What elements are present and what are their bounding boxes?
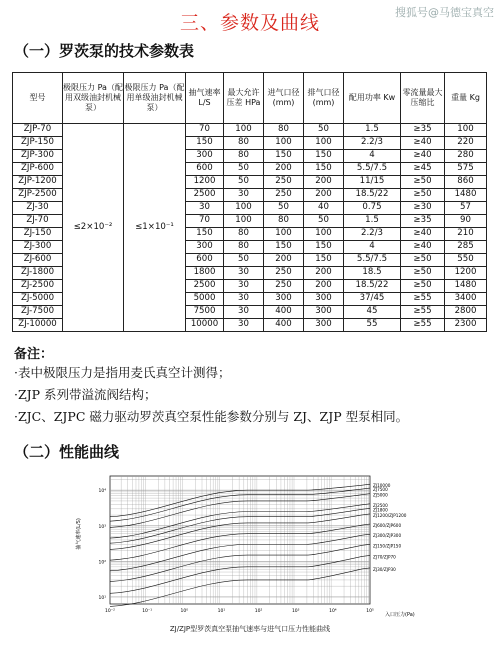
- series-label: ZJ1800: [373, 507, 388, 513]
- table-cell: ≥35: [401, 215, 445, 228]
- table-cell: ZJ-2500: [13, 280, 63, 293]
- table-cell: ≥50: [401, 189, 445, 202]
- table-cell: 200: [264, 163, 304, 176]
- table-cell: 150: [304, 254, 344, 267]
- table-cell: ZJ-10000: [13, 319, 63, 332]
- series-label: ZJ7500: [373, 487, 388, 493]
- table-cell: 100: [304, 228, 344, 241]
- table-cell: ≥40: [401, 150, 445, 163]
- table-cell: 280: [445, 150, 487, 163]
- table-cell: 2800: [445, 306, 487, 319]
- series-label: ZJ10000: [373, 483, 391, 489]
- table-cell: 1800: [186, 267, 224, 280]
- series-label: ZJ2500: [373, 502, 388, 508]
- table-cell: ZJ-150: [13, 228, 63, 241]
- table-cell: 250: [264, 176, 304, 189]
- table-cell: 400: [264, 306, 304, 319]
- table-cell: 100: [224, 124, 264, 137]
- column-header: 零流量最大压缩比: [401, 73, 445, 124]
- table-cell: ≥50: [401, 267, 445, 280]
- table-cell: 600: [186, 163, 224, 176]
- table-cell: 4: [344, 241, 401, 254]
- series-curve: [110, 488, 370, 521]
- table-cell: 2.2/3: [344, 137, 401, 150]
- column-header: 排气口径 (mm): [304, 73, 344, 124]
- table-cell: 18.5: [344, 267, 401, 280]
- table-cell: ZJP-600: [13, 163, 63, 176]
- table-cell: 2.2/3: [344, 228, 401, 241]
- table-cell: 150: [304, 150, 344, 163]
- table-cell: 300: [186, 241, 224, 254]
- table-cell: 550: [445, 254, 487, 267]
- series-label: ZJ150/ZJP150: [373, 543, 402, 549]
- column-header: 重量 Kg: [445, 73, 487, 124]
- x-tick-label: 10³: [291, 609, 300, 614]
- table-cell: 100: [264, 137, 304, 150]
- table-cell: 50: [224, 176, 264, 189]
- table-cell: 2300: [445, 319, 487, 332]
- table-cell: 100: [445, 124, 487, 137]
- table-cell: ≥55: [401, 306, 445, 319]
- note-line: ·ZJC、ZJPC 磁力驱动罗茨真空泵性能参数分别与 ZJ、ZJP 型泵相同。: [14, 409, 409, 424]
- table-cell: 100: [264, 228, 304, 241]
- table-body: [13, 124, 487, 332]
- note-line: ·表中极限压力是指用麦氏真空计测得；: [14, 365, 231, 380]
- table-cell: 70: [186, 215, 224, 228]
- table-cell: 300: [304, 293, 344, 306]
- table-cell: ZJ-5000: [13, 293, 63, 306]
- table-cell: ZJ-70: [13, 215, 63, 228]
- table-cell: ≥40: [401, 241, 445, 254]
- table-cell: 50: [264, 202, 304, 215]
- table-cell: 5000: [186, 293, 224, 306]
- table-cell: 5.5/7.5: [344, 254, 401, 267]
- limit-pressure-cell: ≤2×10⁻²: [63, 124, 124, 332]
- table-cell: 285: [445, 241, 487, 254]
- table-cell: 1200: [445, 267, 487, 280]
- x-tick-label: 10⁻²: [105, 609, 115, 614]
- table-header-row: [13, 73, 487, 124]
- table-cell: 37/45: [344, 293, 401, 306]
- table-cell: 150: [264, 241, 304, 254]
- table-cell: 575: [445, 163, 487, 176]
- column-header: 极限压力 Pa（配用双级油封机械泵）: [63, 73, 124, 124]
- table-cell: ≥35: [401, 124, 445, 137]
- y-tick-label: 10³: [98, 524, 106, 530]
- table-cell: 80: [224, 150, 264, 163]
- watermark: 搜狐号@马德宝真空: [395, 6, 494, 19]
- table-cell: 30: [224, 319, 264, 332]
- table-cell: 1200: [186, 176, 224, 189]
- table-cell: 200: [304, 189, 344, 202]
- x-tick-label: 10²: [254, 609, 263, 614]
- table-cell: 3400: [445, 293, 487, 306]
- table-cell: 150: [186, 137, 224, 150]
- column-header: 极限压力 Pa（配用单级油封机械泵）: [124, 73, 186, 124]
- table-cell: 300: [304, 306, 344, 319]
- table-cell: 100: [224, 202, 264, 215]
- table-cell: 80: [264, 124, 304, 137]
- table-cell: 4: [344, 150, 401, 163]
- table-cell: 80: [224, 137, 264, 150]
- table-cell: 2500: [186, 189, 224, 202]
- table-cell: 250: [264, 267, 304, 280]
- table-cell: 80: [224, 228, 264, 241]
- spec-table: [12, 72, 487, 332]
- table-cell: 200: [304, 280, 344, 293]
- table-cell: 55: [344, 319, 401, 332]
- table-cell: ZJ-1800: [13, 267, 63, 280]
- table-cell: 600: [186, 254, 224, 267]
- table-cell: ZJP-1200: [13, 176, 63, 189]
- column-header: 配用功率 Kw: [344, 73, 401, 124]
- table-cell: 50: [304, 124, 344, 137]
- table-cell: ≥55: [401, 319, 445, 332]
- table-cell: ZJP-70: [13, 124, 63, 137]
- table-cell: ≥50: [401, 176, 445, 189]
- series-label: ZJ5000: [373, 492, 388, 498]
- table-cell: ≥55: [401, 293, 445, 306]
- table-cell: 50: [304, 215, 344, 228]
- column-header: 最大允许压差 HPa: [224, 73, 264, 124]
- table-cell: ZJP-300: [13, 150, 63, 163]
- table-cell: 70: [186, 124, 224, 137]
- table-cell: 1.5: [344, 215, 401, 228]
- table-cell: 50: [224, 254, 264, 267]
- table-cell: 80: [264, 215, 304, 228]
- y-tick-label: 10¹: [98, 595, 106, 601]
- table-cell: 150: [186, 228, 224, 241]
- chart-labels: [373, 483, 407, 572]
- table-cell: 1.5: [344, 124, 401, 137]
- table-cell: 100: [304, 137, 344, 150]
- section1-title: （一）罗茨泵的技术参数表: [14, 42, 195, 60]
- table-cell: 200: [264, 254, 304, 267]
- table-cell: 40: [304, 202, 344, 215]
- x-tick-label: 10¹: [217, 609, 226, 614]
- table-cell: 30: [224, 293, 264, 306]
- column-header: 抽气速率 L/S: [186, 73, 224, 124]
- table-cell: 30: [224, 306, 264, 319]
- y-tick-label: 10²: [98, 560, 106, 566]
- y-tick-label: 10⁴: [98, 489, 106, 495]
- table-cell: 30: [186, 202, 224, 215]
- table-row: [13, 124, 487, 137]
- table-cell: 400: [264, 319, 304, 332]
- table-cell: 90: [445, 215, 487, 228]
- chart-caption: ZJ/ZJP型罗茨真空泵抽气速率与进气口压力性能曲线: [169, 625, 331, 633]
- table-cell: 1480: [445, 189, 487, 202]
- table-cell: 18.5/22: [344, 280, 401, 293]
- table-cell: 80: [224, 241, 264, 254]
- x-axis-label: 入口压力(Pa): [385, 612, 415, 618]
- table-cell: 300: [186, 150, 224, 163]
- table-cell: ZJP-2500: [13, 189, 63, 202]
- table-cell: 57: [445, 202, 487, 215]
- performance-chart: [70, 464, 430, 624]
- series-label: ZJ70/ZJP70: [373, 554, 396, 560]
- table-cell: 7500: [186, 306, 224, 319]
- series-curve: [110, 534, 370, 571]
- column-header: 型号: [13, 73, 63, 124]
- table-cell: ≥40: [401, 137, 445, 150]
- table-cell: 5.5/7.5: [344, 163, 401, 176]
- table-cell: 300: [264, 293, 304, 306]
- table-cell: ZJ-7500: [13, 306, 63, 319]
- table-cell: 250: [264, 280, 304, 293]
- table-cell: 150: [264, 150, 304, 163]
- x-tick-label: 10⁻¹: [142, 609, 153, 614]
- table-cell: ZJ-30: [13, 202, 63, 215]
- table-cell: 150: [304, 163, 344, 176]
- table-cell: 300: [304, 319, 344, 332]
- table-cell: 18.5/22: [344, 189, 401, 202]
- table-cell: ≥40: [401, 228, 445, 241]
- table-cell: 220: [445, 137, 487, 150]
- section2-title: （二）性能曲线: [14, 443, 120, 461]
- table-cell: 210: [445, 228, 487, 241]
- table-cell: 50: [224, 163, 264, 176]
- table-cell: 2500: [186, 280, 224, 293]
- series-curve: [110, 524, 370, 560]
- table-cell: 30: [224, 267, 264, 280]
- table-cell: ≥50: [401, 254, 445, 267]
- table-cell: 100: [224, 215, 264, 228]
- table-cell: 30: [224, 189, 264, 202]
- table-cell: 150: [304, 241, 344, 254]
- chart-curves: [110, 484, 370, 606]
- series-label: ZJ1200/ZJP1200: [373, 512, 407, 518]
- table-cell: ≥45: [401, 163, 445, 176]
- note-line: ·ZJP 系列带溢流阀结构；: [14, 387, 157, 402]
- table-cell: ≥30: [401, 202, 445, 215]
- table-cell: 11/15: [344, 176, 401, 189]
- table-cell: 860: [445, 176, 487, 189]
- notes-title: 备注：: [14, 347, 54, 362]
- column-header: 进气口径 (mm): [264, 73, 304, 124]
- table-cell: 30: [224, 280, 264, 293]
- series-label: ZJ600/ZJP600: [373, 523, 402, 529]
- table-cell: 200: [304, 267, 344, 280]
- y-axis-label: 抽气速率(L/S): [76, 518, 82, 550]
- table-cell: ZJ-600: [13, 254, 63, 267]
- x-tick-label: 10⁴: [329, 609, 337, 614]
- table-cell: 10000: [186, 319, 224, 332]
- limit-pressure-cell: ≤1×10⁻¹: [124, 124, 186, 332]
- table-cell: 250: [264, 189, 304, 202]
- table-cell: ZJ-300: [13, 241, 63, 254]
- table-cell: ZJP-150: [13, 137, 63, 150]
- series-label: ZJ300/ZJP300: [373, 533, 402, 539]
- table-cell: 0.75: [344, 202, 401, 215]
- page-title: 三、参数及曲线: [179, 12, 320, 34]
- series-label: ZJ30/ZJP30: [373, 566, 396, 572]
- table-cell: 200: [304, 176, 344, 189]
- table-cell: ≥50: [401, 280, 445, 293]
- table-cell: 1480: [445, 280, 487, 293]
- x-tick-label: 10⁰: [180, 609, 189, 614]
- x-tick-label: 10⁵: [366, 609, 374, 614]
- table-cell: 45: [344, 306, 401, 319]
